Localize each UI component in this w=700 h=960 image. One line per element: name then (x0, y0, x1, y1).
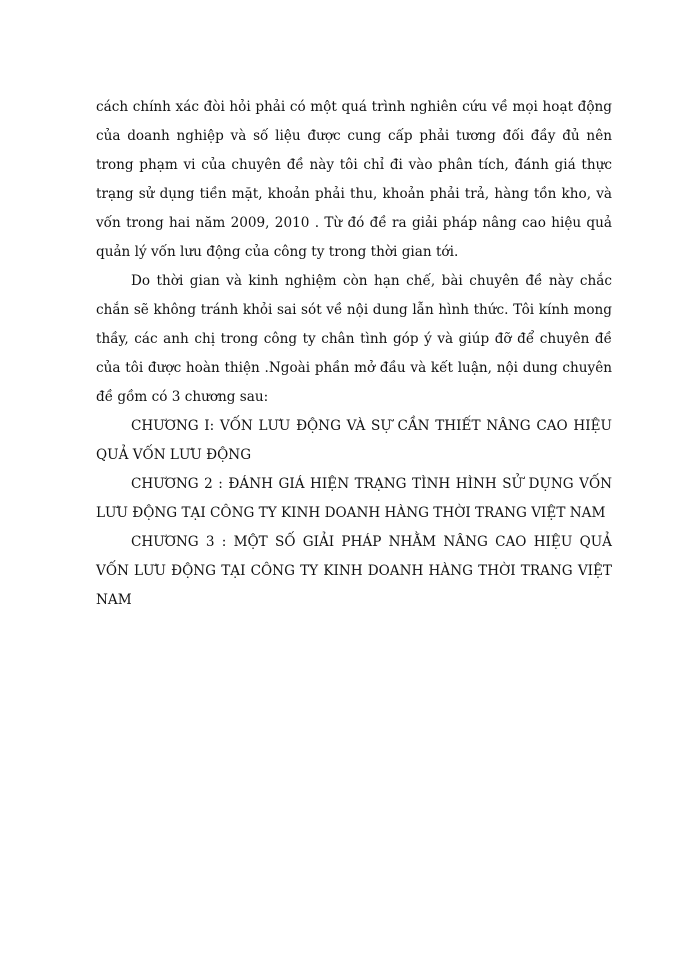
chapter-2-heading: CHƯƠNG 2 : ĐÁNH GIÁ HIỆN TRẠNG TÌNH HÌNH SỬ DỤNG VỐN LƯU ĐỘNG TẠI CÔNG TY KINH DOANH HÀNG THỜI TRANG VIỆT NAM (96, 476, 612, 521)
chapter-1-heading: CHƯƠNG I: VỐN LƯU ĐỘNG VÀ SỰ CẦN THIẾT NÂNG CAO HIỆU QUẢ VỐN LƯU ĐỘNG (96, 418, 612, 463)
paragraph-limitations: Do thời gian và kinh nghiệm còn hạn chế, bài chuyên đề này chắc chắn sẽ không tránh khỏi sai sót về nội dung lẫn hình thức. Tôi kính mong thầy, các anh chị trong công ty chân tình góp ý và giúp đỡ để chuyên đề của tôi được hoàn thiện .Ngoài phần mở đầu và kết luận, nội dung chuyên đề gồm có 3 chương sau: (96, 273, 612, 405)
document-body (96, 93, 612, 615)
paragraph-scope: cách chính xác đòi hỏi phải có một quá trình nghiên cứu về mọi hoạt động của doanh nghiệp và số liệu được cung cấp phải tương đối đầy đủ nên trong phạm vi của chuyên đề này tôi chỉ đi vào phân tích, đánh giá thực trạng sử dụng tiền mặt, khoản phải thu, khoản phải trả, hàng tồn kho, và vốn trong hai năm 2009, 2010 . Từ đó đề ra giải pháp nâng cao hiệu quả quản lý vốn lưu động của công ty trong thời gian tới. (96, 99, 612, 260)
chapter-3-heading: CHƯƠNG 3 : MỘT SỐ GIẢI PHÁP NHẰM NÂNG CAO HIỆU QUẢ VỐN LƯU ĐỘNG TẠI CÔNG TY KINH DOANH HÀNG THỜI TRANG VIỆT NAM (96, 534, 612, 608)
